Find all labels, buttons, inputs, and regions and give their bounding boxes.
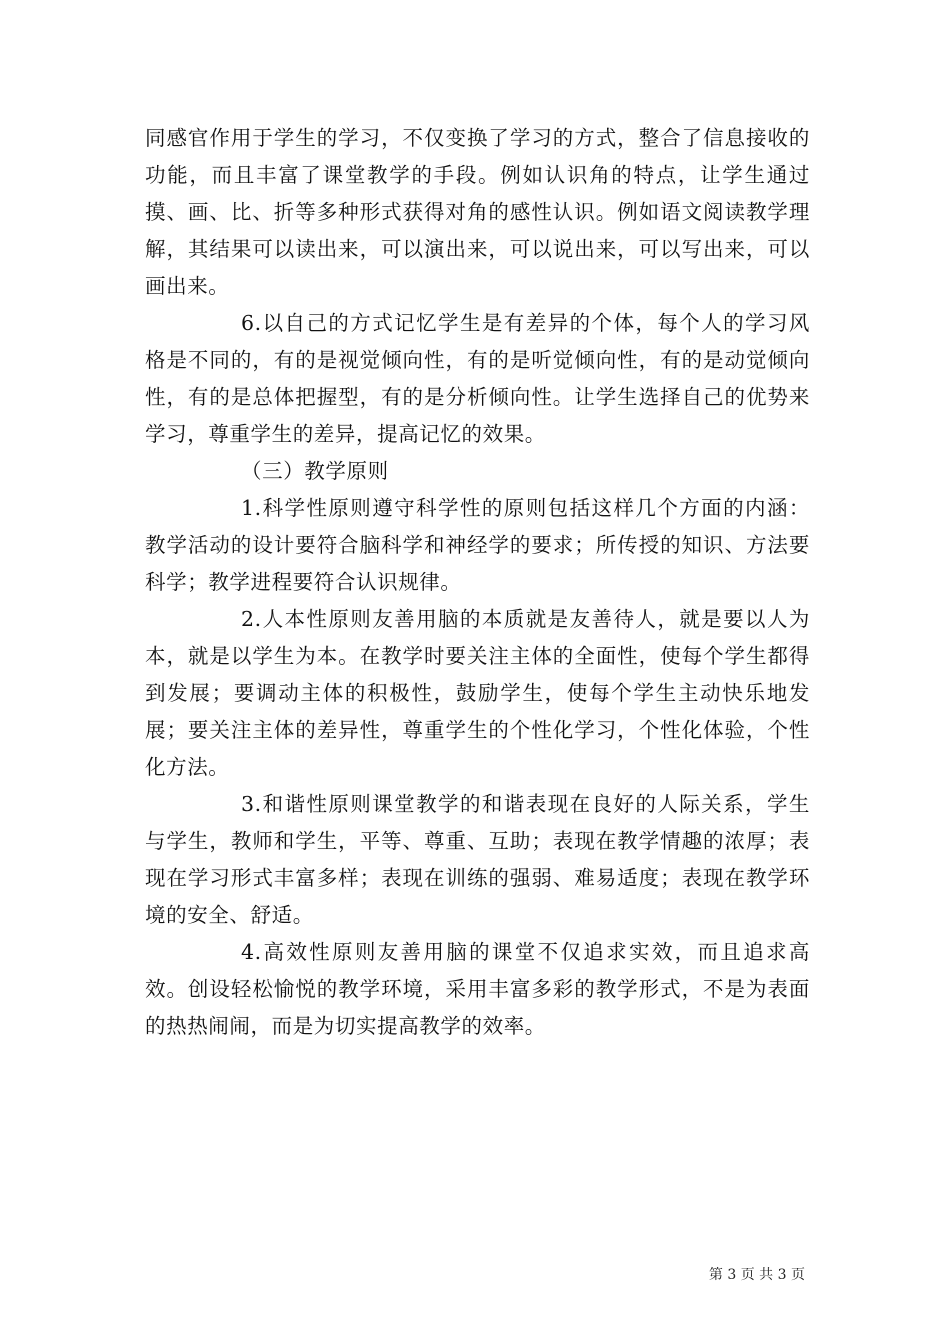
section-heading-teaching-principles: （三）教学原则 — [241, 459, 389, 483]
page-number-footer: 第 3 页 共 3 页 — [708, 1267, 805, 1283]
body-paragraph-principle-1: 1.科学性原则遵守科学性的原则包括这样几个方面的内涵：教学活动的设计要符合脑科学和神经学的要求；所传授的知识、方法要科学；教学进程要符合认识规律。 — [145, 496, 810, 594]
body-paragraph-item-6: 6.以自己的方式记忆学生是有差异的个体，每个人的学习风格是不同的，有的是视觉倾向性，有的是听觉倾向性，有的是动觉倾向性，有的是总体把握型，有的是分析倾向性。让学生选择自己的优势来学习，尊重学生的差异，提高记忆的效果。 — [145, 311, 810, 446]
body-paragraph-principle-4: 4.高效性原则友善用脑的课堂不仅追求实效，而且追求高效。创设轻松愉悦的教学环境，采用丰富多彩的教学形式，不是为表面的热热闹闹，而是为切实提高教学的效率。 — [145, 940, 810, 1038]
document-body — [145, 120, 810, 1045]
body-paragraph-principle-2: 2.人本性原则友善用脑的本质就是友善待人，就是要以人为本，就是以学生为本。在教学时要关注主体的全面性，使每个学生都得到发展；要调动主体的积极性，鼓励学生，使每个学生主动快乐地发展；要关注主体的差异性，尊重学生的个性化学习，个性化体验，个性化方法。 — [145, 607, 810, 779]
body-paragraph-continued: 同感官作用于学生的学习，不仅变换了学习的方式，整合了信息接收的功能，而且丰富了课堂教学的手段。例如认识角的特点，让学生通过摸、画、比、折等多种形式获得对角的感性认识。例如语文阅读教学理解，其结果可以读出来，可以演出来，可以说出来，可以写出来，可以画出来。 — [145, 126, 810, 298]
body-paragraph-principle-3: 3.和谐性原则课堂教学的和谐表现在良好的人际关系，学生与学生，教师和学生，平等、尊重、互助；表现在教学情趣的浓厚；表现在学习形式丰富多样；表现在训练的强弱、难易适度；表现在教学环境的安全、舒适。 — [145, 792, 810, 927]
